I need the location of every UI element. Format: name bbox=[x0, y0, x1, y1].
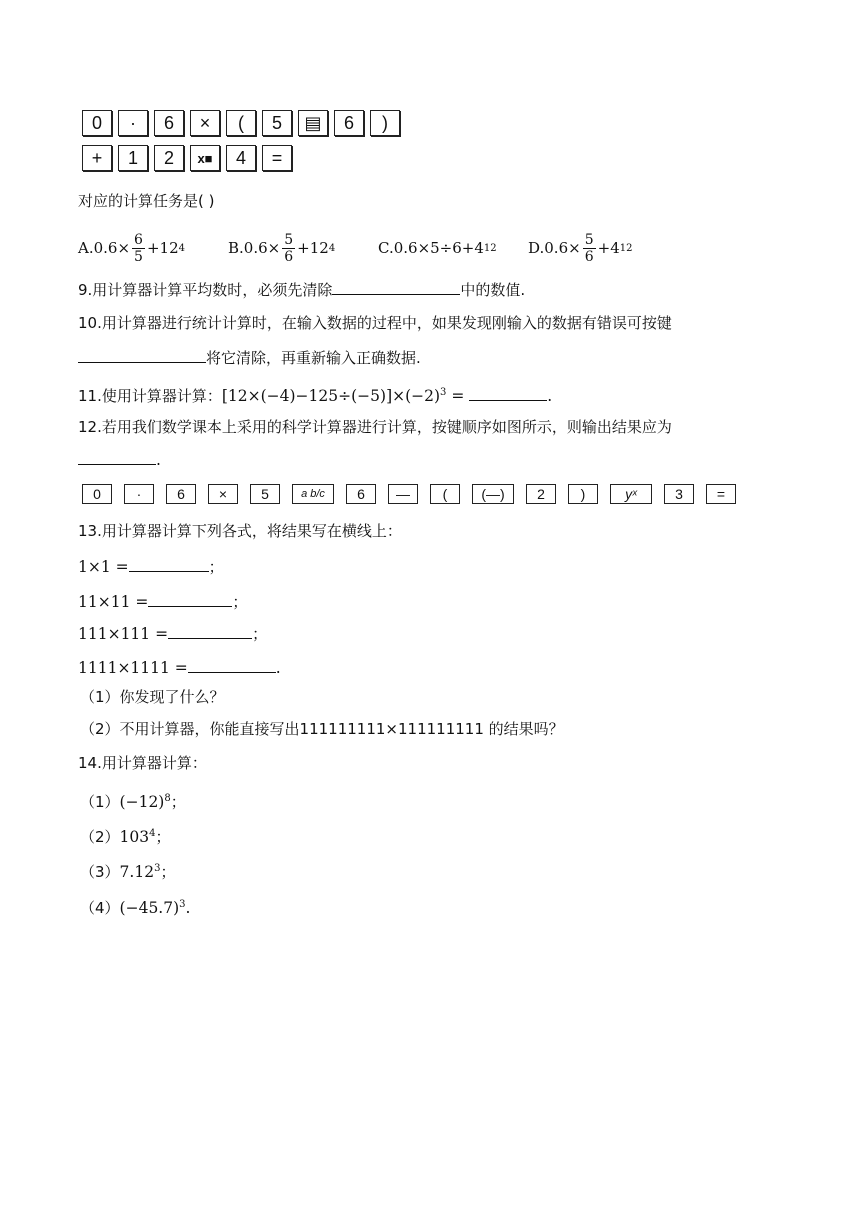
q14-item-4: $(4)(-45.7)^3$. bbox=[80, 899, 191, 918]
q11: 11.使用计算器计算：$[12\times(-4)-125\div(-5)]\times(-2)^3$ = . bbox=[78, 382, 552, 407]
q9: 9.用计算器计算平均数时，必须先清除 中的数值. bbox=[78, 278, 525, 301]
q14-item-3: （3）7.12$^3$； bbox=[80, 863, 176, 882]
q8-prompt: 对应的计算任务是( ) bbox=[78, 192, 215, 210]
option-c: C. 0.6×5÷6+4 12 bbox=[378, 239, 497, 257]
key-equals: = bbox=[706, 484, 736, 504]
key-2: 2 bbox=[526, 484, 556, 504]
q14-item-1: $(1)(-12)^8$； bbox=[80, 793, 186, 812]
key-sequence-row-2 bbox=[82, 145, 298, 171]
answer-blank bbox=[469, 384, 547, 401]
answer-blank bbox=[332, 278, 460, 295]
key-3: 3 bbox=[664, 484, 694, 504]
key-1: 1 bbox=[118, 145, 148, 171]
fraction: $\frac{5}{6}$ bbox=[284, 231, 294, 265]
q13-item-3: 111×111 = ； bbox=[78, 622, 267, 645]
key-equals: = bbox=[262, 145, 292, 171]
key-sequence-row-1 bbox=[82, 110, 406, 136]
key-0: 0 bbox=[82, 484, 112, 504]
key-fraction: a b/c bbox=[292, 484, 334, 504]
answer-blank bbox=[188, 656, 276, 673]
option-b: B. 0.6× $\frac{5}{6}$ +12 4 bbox=[228, 231, 336, 265]
answer-blank bbox=[129, 555, 209, 572]
key-open-paren: ( bbox=[430, 484, 460, 504]
key-close-paren: ) bbox=[370, 110, 400, 136]
key-power: yˣ bbox=[610, 484, 652, 504]
answer-blank bbox=[78, 448, 156, 465]
q13-title: 13.用计算器计算下列各式，将结果写在横线上： bbox=[78, 522, 402, 540]
key-plus: + bbox=[82, 145, 112, 171]
key-6: 6 bbox=[166, 484, 196, 504]
key-sequence-row-3 bbox=[82, 484, 748, 504]
q13-sub-2: （2）不用计算器，你能直接写出111111111×111111111 的结果吗？ bbox=[80, 720, 564, 738]
q14-item-2: $(2)103^4$； bbox=[80, 828, 171, 847]
q12-line-1: 12.若用我们数学课本上采用的科学计算器进行计算，按键顺序如图所示，则输出结果应为 bbox=[78, 418, 672, 436]
q13-item-2: 11×11 = ； bbox=[78, 590, 247, 613]
key-dot: · bbox=[118, 110, 148, 136]
key-6b: 6 bbox=[334, 110, 364, 136]
fraction: $\frac{5}{6}$ bbox=[584, 231, 594, 265]
key-fraction-icon: ▤ bbox=[298, 110, 328, 136]
fraction: $\frac{6}{5}$ bbox=[134, 231, 143, 265]
key-2: 2 bbox=[154, 145, 184, 171]
key-4: 4 bbox=[226, 145, 256, 171]
answer-blank bbox=[78, 346, 206, 363]
answer-blank bbox=[168, 622, 252, 639]
key-power: x■ bbox=[190, 145, 220, 171]
q13-item-4: 1111×1111 = . bbox=[78, 656, 281, 679]
q8-options bbox=[78, 226, 798, 270]
key-5: 5 bbox=[262, 110, 292, 136]
key-negative: (—) bbox=[472, 484, 514, 504]
key-minus: — bbox=[388, 484, 418, 504]
key-6b: 6 bbox=[346, 484, 376, 504]
option-a: A. 0.6× $\frac{6}{5}$ +12 4 bbox=[78, 231, 185, 265]
key-dot: · bbox=[124, 484, 154, 504]
key-6: 6 bbox=[154, 110, 184, 136]
q13-sub-1: （1）你发现了什么？ bbox=[80, 688, 225, 706]
key-0: 0 bbox=[82, 110, 112, 136]
key-multiply: × bbox=[208, 484, 238, 504]
option-d: D. 0.6× $\frac{5}{6}$ +4 12 bbox=[528, 231, 633, 265]
q13-item-1: 1×1 = ； bbox=[78, 555, 224, 578]
q14-title: 14.用计算器计算： bbox=[78, 754, 207, 772]
key-open-paren: ( bbox=[226, 110, 256, 136]
key-multiply: × bbox=[190, 110, 220, 136]
key-5: 5 bbox=[250, 484, 280, 504]
key-close-paren: ) bbox=[568, 484, 598, 504]
q10-line-2: 将它清除，再重新输入正确数据. bbox=[78, 346, 421, 369]
answer-blank bbox=[148, 590, 232, 607]
q12-line-2: . bbox=[78, 448, 161, 471]
q10-line-1: 10.用计算器进行统计计算时，在输入数据的过程中，如果发现刚输入的数据有错误可按键 bbox=[78, 314, 672, 332]
